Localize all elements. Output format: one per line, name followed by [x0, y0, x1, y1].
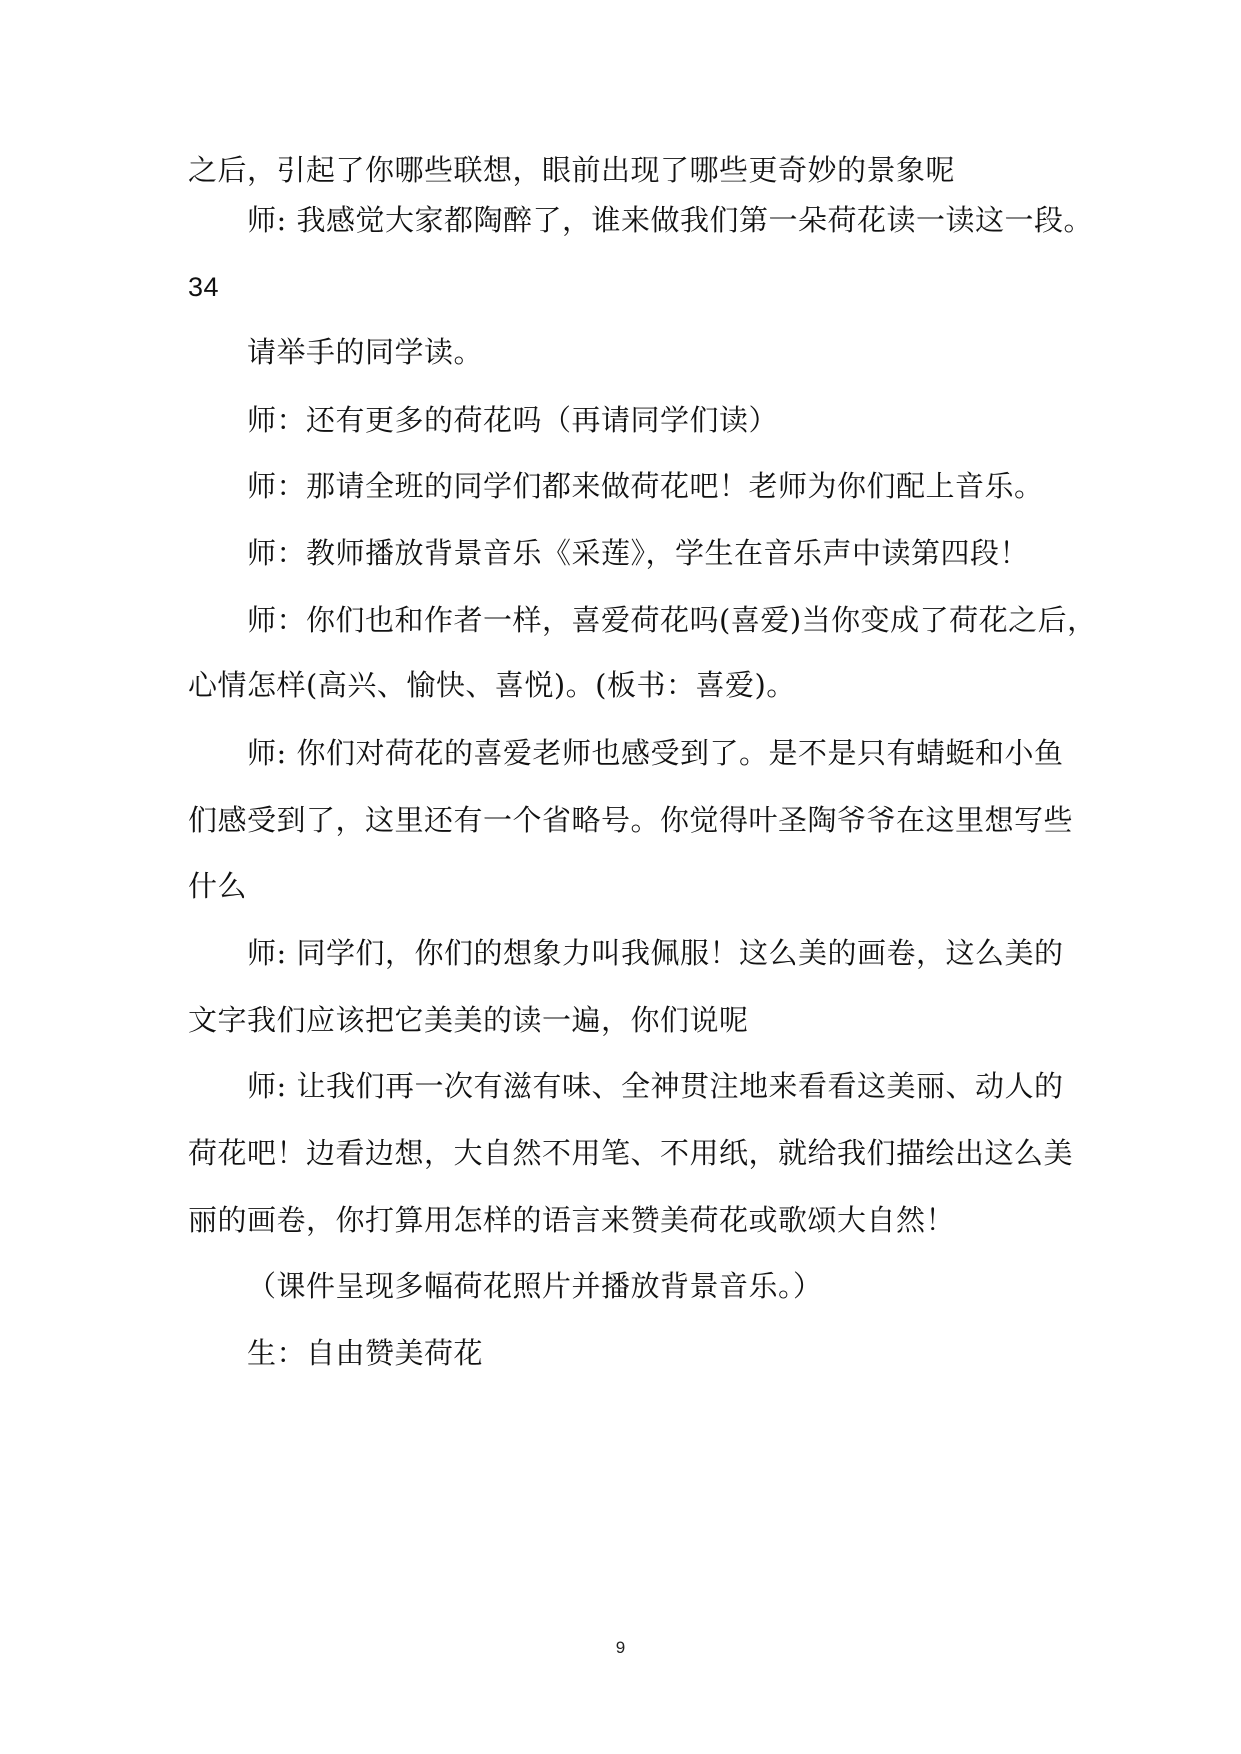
text-line: 荷花吧！边看边想，大自然不用笔、不用纸，就给我们描绘出这么美: [188, 1136, 1074, 1170]
text-line: 师: 我感觉大家都陶醉了，谁来做我们第一朵荷花读一读这一段。: [247, 203, 1093, 237]
text-line: 师: 你们对荷花的喜爱老师也感受到了。是不是只有蜻蜓和小鱼: [247, 736, 1064, 770]
text-line: 师：那请全班的同学们都来做荷花吧！老师为你们配上音乐。: [247, 469, 1044, 503]
text-line: 请举手的同学读。: [247, 335, 484, 369]
text-line: 师: 让我们再一次有滋有味、全神贯注地来看看这美丽、动人的: [247, 1069, 1064, 1103]
text-line: 生：自由赞美荷花: [247, 1336, 484, 1370]
text-line: 们感受到了，这里还有一个省略号。你觉得叶圣陶爷爷在这里想写些: [188, 803, 1074, 837]
text-line: 师: 同学们，你们的想象力叫我佩服！这么美的画卷，这么美的: [247, 936, 1064, 970]
text-line: 师：教师播放背景音乐《采莲》，学生在音乐声中读第四段！: [247, 536, 1030, 570]
text-line: 师：还有更多的荷花吗（再请同学们读）: [247, 403, 779, 437]
text-line: 之后，引起了你哪些联想，眼前出现了哪些更奇妙的景象呢: [188, 153, 956, 187]
text-line: （课件呈现多幅荷花照片并播放背景音乐。）: [247, 1269, 823, 1303]
text-line: 心情怎样(高兴、愉快、喜悦)。(板书：喜爱)。: [188, 668, 796, 702]
text-line: 师：你们也和作者一样，喜爱荷花吗(喜爱)当你变成了荷花之后，: [247, 603, 1097, 637]
text-line: 文字我们应该把它美美的读一遍，你们说呢: [188, 1003, 749, 1037]
page-number: 9: [615, 1638, 626, 1657]
text-line: 什么: [188, 869, 248, 903]
text-line-number: 34: [188, 272, 220, 302]
text-line: 丽的画卷，你打算用怎样的语言来赞美荷花或歌颂大自然！: [188, 1203, 956, 1237]
